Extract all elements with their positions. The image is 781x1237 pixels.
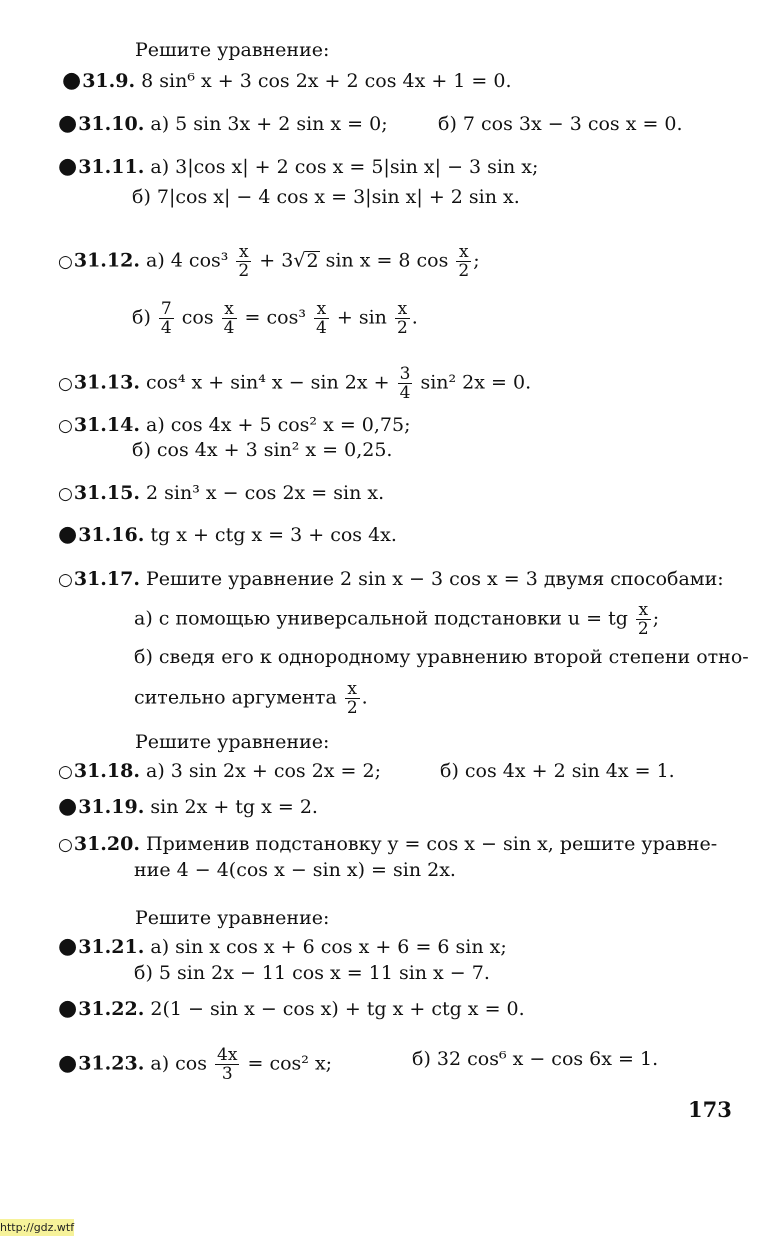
problem-text-b1: б) сведя его к однородному уравнению второй степени отно- (134, 646, 749, 668)
fraction: $\frac{3}{4}$ (399, 364, 411, 403)
difficulty-marker: ○ (58, 416, 73, 436)
equation-a: а) 3|cos x| + 2 cos x = 5|sin x| − 3 sin x; (150, 156, 539, 178)
fraction: $\frac{x}{2}$ (238, 242, 250, 281)
problem-number: 31.20. (73, 833, 140, 855)
problem-number: 31.13. (73, 371, 140, 394)
difficulty-marker: ● (58, 1050, 78, 1076)
page-number: 173 (688, 1097, 732, 1122)
fraction: $\frac{x}{2}$ (396, 299, 408, 338)
equation-b: б) cos 4x + 2 sin 4x = 1. (440, 760, 675, 782)
difficulty-marker: ○ (58, 373, 73, 394)
difficulty-marker: ○ (58, 570, 73, 590)
problem-31-17 (58, 568, 724, 591)
equation-b: б) cos 4x + 3 sin² x = 0,25. (132, 439, 393, 461)
text-end: ; (652, 607, 660, 630)
problem-31-23 (58, 1046, 332, 1083)
equation-a: а) 5 sin 3x + 2 sin x = 0; (150, 113, 388, 135)
equation-b-part: = cos³ (244, 306, 306, 329)
equation-b: б) 7|cos x| − 4 cos x = 3|sin x| + 2 sin x. (132, 186, 520, 208)
difficulty-marker: ○ (58, 251, 73, 272)
problem-31-12: ○31.12. а) 4 cos³ $\frac{x}{2}$ + 3√2 sin x = 8 cos $\frac{x}{2}$ ; (58, 242, 480, 281)
equation-a-part: а) cos (150, 1052, 207, 1075)
difficulty-marker: ● (58, 794, 78, 819)
section-heading: Решите уравнение: (135, 731, 330, 753)
problem-31-20 (58, 833, 717, 856)
equation-a-part: + 3 (253, 249, 294, 272)
text-part: а) с помощью универсальной подстановки u = tg (134, 607, 628, 630)
equation: 2 sin³ x − cos 2x = sin x. (146, 482, 385, 504)
problem-31-21 (58, 936, 507, 958)
fraction: $\frac{x}{4}$ (316, 299, 327, 338)
problem-number: 31.23. (78, 1052, 145, 1075)
problem-31-16 (58, 524, 397, 546)
problem-number: 31.11. (78, 156, 145, 178)
problem-number: 31.10. (78, 113, 145, 135)
radicand: 2 (306, 249, 319, 272)
problem-text-a (134, 601, 659, 638)
difficulty-marker: ● (58, 154, 78, 179)
problem-text: Применив подстановку y = cos x − sin x, решите уравне- (146, 833, 718, 855)
problem-number: 31.15. (73, 482, 140, 504)
difficulty-marker: ● (62, 68, 82, 93)
equation-a: а) cos 4x + 5 cos² x = 0,75; (146, 414, 411, 436)
fraction: $\frac{x}{4}$ (223, 299, 235, 338)
equation: tg x + ctg x = 3 + cos 4x. (150, 524, 397, 546)
difficulty-marker: ○ (58, 484, 73, 504)
equation-a-start: а) 4 cos³ (146, 249, 229, 272)
problem-31-9 (62, 70, 512, 92)
difficulty-marker: ● (58, 111, 78, 136)
equation-a-part: = cos² x; (247, 1052, 333, 1075)
fraction: $\frac{x}{2}$ (637, 600, 649, 639)
problem-31-10 (58, 113, 388, 135)
problem-number: 31.17. (73, 568, 140, 590)
equation-a: а) 3 sin 2x + cos 2x = 2; (146, 760, 381, 782)
item-label: б) (132, 306, 151, 329)
difficulty-marker: ● (58, 996, 78, 1021)
problem-31-18 (58, 760, 381, 783)
equation: sin 2x + tg x = 2. (150, 796, 318, 818)
problem-31-14 (58, 414, 411, 437)
equation-a-part: sin x = 8 cos (319, 249, 449, 272)
equation-b: б) 5 sin 2x − 11 cos x = 11 sin x − 7. (134, 962, 490, 984)
difficulty-marker: ○ (58, 762, 73, 782)
fraction: $\frac{7}{4}$ (160, 299, 172, 338)
problem-number: 31.12. (73, 249, 140, 272)
equation-b (132, 300, 418, 337)
problem-31-15 (58, 482, 384, 505)
difficulty-marker: ● (58, 934, 78, 959)
watermark-link[interactable]: http://gdz.wtf (0, 1221, 75, 1234)
problem-number: 31.19. (78, 796, 145, 818)
problem-number: 31.9. (82, 70, 136, 92)
problem-number: 31.18. (73, 760, 140, 782)
section-heading: Решите уравнение: (135, 907, 330, 929)
equation-b-end: . (411, 306, 418, 329)
equation-a: а) sin x cos x + 6 cos x + 6 = 6 sin x; (150, 936, 507, 958)
equation-b: б) 32 cos⁶ x − cos 6x = 1. (412, 1048, 659, 1070)
equation: 2(1 − sin x − cos x) + tg x + ctg x = 0. (150, 998, 525, 1020)
fraction: $\frac{x}{2}$ (458, 242, 470, 281)
problem-number: 31.21. (78, 936, 145, 958)
equation-part: sin² 2x = 0. (420, 371, 532, 394)
difficulty-marker: ○ (58, 835, 73, 855)
problem-number: 31.16. (78, 524, 145, 546)
problem-number: 31.14. (73, 414, 140, 436)
problem-31-11 (58, 156, 538, 178)
equation-b: б) 7 cos 3x − 3 cos x = 0. (438, 113, 683, 135)
problem-31-19 (58, 796, 318, 818)
equation: 8 sin⁶ x + 3 cos 2x + 2 cos 4x + 1 = 0. (141, 70, 512, 92)
equation-b-part: + sin (336, 306, 387, 329)
fraction: $\frac{x}{2}$ (346, 679, 358, 718)
difficulty-marker: ● (58, 522, 78, 547)
problem-31-13 (58, 365, 531, 402)
text-part: сительно аргумента (134, 686, 337, 709)
equation-part: cos⁴ x + sin⁴ x − sin 2x + (146, 371, 390, 394)
section-heading: Решите уравнение: (135, 39, 330, 61)
problem-31-22 (58, 998, 525, 1020)
problem-text-continued: ние 4 − 4(cos x − sin x) = sin 2x. (134, 859, 456, 881)
problem-number: 31.22. (78, 998, 145, 1020)
equation-a-end: ; (473, 249, 480, 272)
equation-b-part: cos (181, 306, 214, 329)
fraction: $\frac{4x}{3}$ (217, 1045, 238, 1084)
problem-text-b2 (134, 680, 368, 717)
text-end: . (361, 686, 368, 709)
problem-text: Решите уравнение 2 sin x − 3 cos x = 3 двумя способами: (146, 568, 724, 590)
